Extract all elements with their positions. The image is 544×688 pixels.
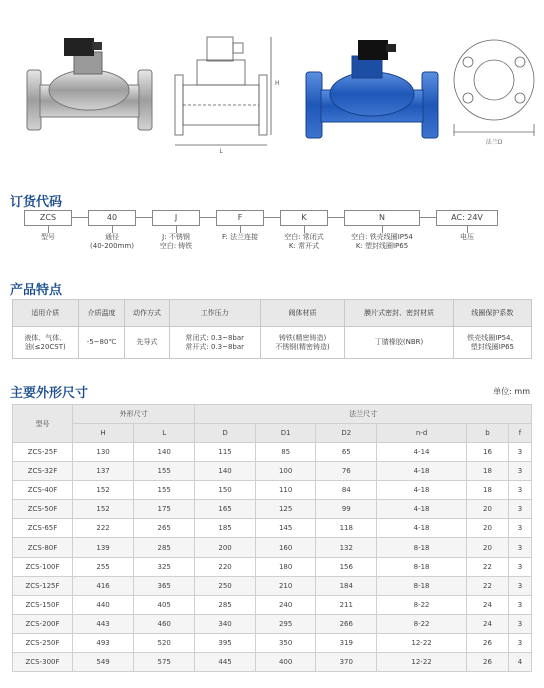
feat-cell-coil bbox=[453, 327, 531, 359]
table-cell: 319 bbox=[316, 633, 377, 652]
table-cell: 250 bbox=[195, 576, 256, 595]
table-row bbox=[13, 633, 532, 652]
table-cell: 118 bbox=[316, 519, 377, 538]
ordering-code-diagram bbox=[0, 210, 544, 260]
code-tick bbox=[467, 226, 468, 233]
code-box-connection: F bbox=[216, 210, 264, 226]
feat-line: 常开式: 0.3~8bar bbox=[185, 342, 245, 351]
table-cell: 549 bbox=[73, 653, 134, 672]
code-box-size: 40 bbox=[88, 210, 136, 226]
table-cell: 152 bbox=[73, 500, 134, 519]
model-cell: ZCS-125F bbox=[13, 576, 73, 595]
model-cell: ZCS-65F bbox=[13, 519, 73, 538]
code-desc-coil bbox=[336, 233, 428, 251]
table-cell: 265 bbox=[134, 519, 195, 538]
table-cell: 165 bbox=[195, 500, 256, 519]
table-cell: 8-18 bbox=[377, 538, 467, 557]
feat-line: -5~80℃ bbox=[86, 338, 117, 346]
feat-cell-body-material bbox=[260, 327, 345, 359]
table-cell: 20 bbox=[467, 500, 509, 519]
code-desc-line: J: 不锈钢 bbox=[162, 233, 190, 241]
dims-subheader: D bbox=[195, 424, 256, 443]
code-desc-line: 电压 bbox=[460, 233, 474, 241]
table-cell: 3 bbox=[508, 481, 531, 500]
dims-subheader: n-d bbox=[377, 424, 467, 443]
code-separator bbox=[200, 217, 216, 218]
table-cell: 3 bbox=[508, 576, 531, 595]
dims-subheader: f bbox=[508, 424, 531, 443]
dims-subheader: D1 bbox=[255, 424, 316, 443]
table-cell: 211 bbox=[316, 595, 377, 614]
code-separator bbox=[72, 217, 88, 218]
code-tick bbox=[176, 226, 177, 233]
table-cell: 4-18 bbox=[377, 462, 467, 481]
table-cell: 295 bbox=[255, 614, 316, 633]
table-cell: 99 bbox=[316, 500, 377, 519]
model-cell: ZCS-100F bbox=[13, 557, 73, 576]
table-cell: 3 bbox=[508, 519, 531, 538]
table-cell: 84 bbox=[316, 481, 377, 500]
code-box-model: ZCS bbox=[24, 210, 72, 226]
table-cell: 3 bbox=[508, 443, 531, 462]
feat-header-temperature: 介质温度 bbox=[78, 300, 125, 327]
table-cell: 340 bbox=[195, 614, 256, 633]
table-cell: 12-22 bbox=[377, 653, 467, 672]
code-desc-line: 通径 bbox=[105, 233, 119, 241]
table-cell: 285 bbox=[134, 538, 195, 557]
table-cell: 240 bbox=[255, 595, 316, 614]
table-cell: 3 bbox=[508, 614, 531, 633]
feat-line: 不锈钢(精密铸造) bbox=[275, 342, 330, 351]
dims-subheader: D2 bbox=[316, 424, 377, 443]
code-tick bbox=[304, 226, 305, 233]
code-desc-material bbox=[146, 233, 206, 251]
cast-iron-valve-image bbox=[302, 32, 442, 152]
dims-subheader: b bbox=[467, 424, 509, 443]
table-cell: 65 bbox=[316, 443, 377, 462]
table-cell: 575 bbox=[134, 653, 195, 672]
drawing-l-label: L bbox=[219, 148, 223, 155]
table-cell: 155 bbox=[134, 462, 195, 481]
dims-subheader: L bbox=[134, 424, 195, 443]
model-cell: ZCS-25F bbox=[13, 443, 73, 462]
table-cell: 18 bbox=[467, 481, 509, 500]
feat-header-action: 动作方式 bbox=[125, 300, 169, 327]
dimensions-title: 主要外形尺寸 bbox=[10, 386, 89, 401]
code-desc-size bbox=[78, 233, 146, 251]
table-cell: 4-18 bbox=[377, 481, 467, 500]
feat-header-body-material: 阀体材质 bbox=[260, 300, 345, 327]
flange-drawing bbox=[444, 32, 544, 152]
table-cell: 140 bbox=[134, 443, 195, 462]
table-cell: 3 bbox=[508, 462, 531, 481]
table-cell: 400 bbox=[255, 653, 316, 672]
code-tick bbox=[382, 226, 383, 233]
drawing-h-label: H bbox=[275, 80, 280, 87]
features-title: 产品特点 bbox=[10, 283, 63, 298]
model-cell: ZCS-80F bbox=[13, 538, 73, 557]
table-cell: 4-18 bbox=[377, 500, 467, 519]
table-cell: 184 bbox=[316, 576, 377, 595]
dims-header-model: 型号 bbox=[13, 405, 73, 443]
table-cell: 132 bbox=[316, 538, 377, 557]
code-desc-line: (40-200mm) bbox=[90, 242, 134, 250]
model-cell: ZCS-40F bbox=[13, 481, 73, 500]
code-desc-line: K: 塑封线圈IP65 bbox=[355, 242, 409, 250]
code-separator bbox=[328, 217, 344, 218]
table-row bbox=[13, 595, 532, 614]
code-separator bbox=[136, 217, 152, 218]
table-cell: 152 bbox=[73, 481, 134, 500]
dimensions-table-body bbox=[13, 443, 532, 672]
code-box-type: K bbox=[280, 210, 328, 226]
feat-header-pressure: 工作压力 bbox=[169, 300, 260, 327]
table-row bbox=[13, 481, 532, 500]
model-cell: ZCS-150F bbox=[13, 595, 73, 614]
code-box-coil: N bbox=[344, 210, 420, 226]
code-box-material: J bbox=[152, 210, 200, 226]
dims-header-flange: 法兰尺寸 bbox=[195, 405, 532, 424]
feat-header-coil: 线圈保护系数 bbox=[453, 300, 531, 327]
table-cell: 110 bbox=[255, 481, 316, 500]
table-cell: 26 bbox=[467, 653, 509, 672]
feat-line: 铸铁(精密铸造) bbox=[278, 333, 327, 342]
table-cell: 160 bbox=[255, 538, 316, 557]
ordering-code-title: 订货代码 bbox=[10, 195, 63, 210]
flange-d-label: 法兰D bbox=[485, 139, 503, 146]
table-cell: 4 bbox=[508, 653, 531, 672]
stainless-valve-image bbox=[22, 30, 157, 150]
table-cell: 370 bbox=[316, 653, 377, 672]
table-cell: 8-18 bbox=[377, 576, 467, 595]
table-cell: 3 bbox=[508, 633, 531, 652]
table-cell: 115 bbox=[195, 443, 256, 462]
model-cell: ZCS-200F bbox=[13, 614, 73, 633]
code-desc-connection bbox=[208, 233, 272, 242]
table-cell: 16 bbox=[467, 443, 509, 462]
table-cell: 325 bbox=[134, 557, 195, 576]
table-row bbox=[13, 462, 532, 481]
table-cell: 445 bbox=[195, 653, 256, 672]
table-row bbox=[13, 443, 532, 462]
dimensions-table bbox=[12, 404, 532, 672]
code-desc-line: 空白: 铁壳线圈IP54 bbox=[351, 233, 413, 241]
table-cell: 4-14 bbox=[377, 443, 467, 462]
table-cell: 140 bbox=[195, 462, 256, 481]
table-cell: 26 bbox=[467, 633, 509, 652]
table-cell: 3 bbox=[508, 557, 531, 576]
feat-line: 铁壳线圈IP54、 bbox=[467, 333, 518, 342]
table-cell: 150 bbox=[195, 481, 256, 500]
table-row bbox=[13, 538, 532, 557]
code-desc-line: K: 常开式 bbox=[288, 242, 320, 250]
code-desc-line: 空白: 常闭式 bbox=[284, 233, 324, 241]
table-cell: 266 bbox=[316, 614, 377, 633]
table-cell: 493 bbox=[73, 633, 134, 652]
feat-line: 液体、气体、 bbox=[24, 333, 67, 342]
table-cell: 443 bbox=[73, 614, 134, 633]
table-row bbox=[13, 500, 532, 519]
feat-line: 丁腈橡胶(NBR) bbox=[374, 338, 424, 346]
product-images bbox=[0, 0, 544, 160]
table-cell: 350 bbox=[255, 633, 316, 652]
features-table bbox=[12, 299, 532, 359]
table-cell: 395 bbox=[195, 633, 256, 652]
code-desc-line: 空白: 铸铁 bbox=[159, 242, 193, 250]
table-cell: 85 bbox=[255, 443, 316, 462]
table-cell: 130 bbox=[73, 443, 134, 462]
code-separator bbox=[420, 217, 436, 218]
valve-section-drawing bbox=[167, 25, 280, 155]
table-cell: 405 bbox=[134, 595, 195, 614]
code-tick bbox=[112, 226, 113, 233]
table-cell: 139 bbox=[73, 538, 134, 557]
model-cell: ZCS-50F bbox=[13, 500, 73, 519]
code-desc-model bbox=[24, 233, 72, 242]
table-cell: 12-22 bbox=[377, 633, 467, 652]
code-box-voltage: AC: 24V bbox=[436, 210, 498, 226]
code-desc-line: 型号 bbox=[41, 233, 55, 241]
table-cell: 22 bbox=[467, 576, 509, 595]
table-cell: 520 bbox=[134, 633, 195, 652]
table-row bbox=[13, 519, 532, 538]
table-cell: 76 bbox=[316, 462, 377, 481]
table-row bbox=[13, 653, 532, 672]
code-tick bbox=[48, 226, 49, 233]
feat-line: 塑封线圈IP65 bbox=[470, 342, 514, 351]
table-cell: 125 bbox=[255, 500, 316, 519]
table-cell: 100 bbox=[255, 462, 316, 481]
code-desc-type bbox=[272, 233, 336, 251]
feat-header-medium: 适用介质 bbox=[13, 300, 79, 327]
table-cell: 24 bbox=[467, 595, 509, 614]
dims-header-outline: 外形尺寸 bbox=[73, 405, 195, 424]
feat-header-seal: 膜片式密封、密封材质 bbox=[345, 300, 453, 327]
model-cell: ZCS-300F bbox=[13, 653, 73, 672]
table-cell: 185 bbox=[195, 519, 256, 538]
table-cell: 8-22 bbox=[377, 614, 467, 633]
feat-cell-temperature bbox=[78, 327, 125, 359]
table-row bbox=[13, 557, 532, 576]
model-cell: ZCS-32F bbox=[13, 462, 73, 481]
table-cell: 222 bbox=[73, 519, 134, 538]
table-cell: 156 bbox=[316, 557, 377, 576]
feat-line: 先导式 bbox=[136, 338, 158, 346]
feat-cell-medium bbox=[13, 327, 79, 359]
table-cell: 24 bbox=[467, 614, 509, 633]
table-cell: 365 bbox=[134, 576, 195, 595]
table-cell: 22 bbox=[467, 557, 509, 576]
table-cell: 4-18 bbox=[377, 519, 467, 538]
model-cell: ZCS-250F bbox=[13, 633, 73, 652]
table-cell: 18 bbox=[467, 462, 509, 481]
code-tick bbox=[240, 226, 241, 233]
table-cell: 175 bbox=[134, 500, 195, 519]
table-cell: 155 bbox=[134, 481, 195, 500]
table-row bbox=[13, 576, 532, 595]
code-desc-voltage bbox=[440, 233, 494, 242]
code-desc-line: F: 法兰连接 bbox=[221, 233, 259, 241]
table-cell: 145 bbox=[255, 519, 316, 538]
feat-line: 油(≤20CST) bbox=[24, 342, 66, 351]
feat-cell-seal bbox=[345, 327, 453, 359]
table-cell: 285 bbox=[195, 595, 256, 614]
table-row bbox=[13, 614, 532, 633]
table-cell: 416 bbox=[73, 576, 134, 595]
table-cell: 8-18 bbox=[377, 557, 467, 576]
table-cell: 137 bbox=[73, 462, 134, 481]
feat-cell-pressure bbox=[169, 327, 260, 359]
table-cell: 3 bbox=[508, 538, 531, 557]
table-cell: 200 bbox=[195, 538, 256, 557]
feat-cell-action bbox=[125, 327, 169, 359]
table-cell: 255 bbox=[73, 557, 134, 576]
table-cell: 3 bbox=[508, 595, 531, 614]
table-cell: 20 bbox=[467, 538, 509, 557]
table-cell: 3 bbox=[508, 500, 531, 519]
unit-label: 单位: mm bbox=[493, 387, 530, 396]
table-cell: 210 bbox=[255, 576, 316, 595]
table-cell: 180 bbox=[255, 557, 316, 576]
table-cell: 460 bbox=[134, 614, 195, 633]
table-cell: 220 bbox=[195, 557, 256, 576]
feat-line: 常闭式: 0.3~8bar bbox=[185, 333, 245, 342]
table-cell: 440 bbox=[73, 595, 134, 614]
code-separator bbox=[264, 217, 280, 218]
table-cell: 8-22 bbox=[377, 595, 467, 614]
table-cell: 20 bbox=[467, 519, 509, 538]
dims-subheader: H bbox=[73, 424, 134, 443]
